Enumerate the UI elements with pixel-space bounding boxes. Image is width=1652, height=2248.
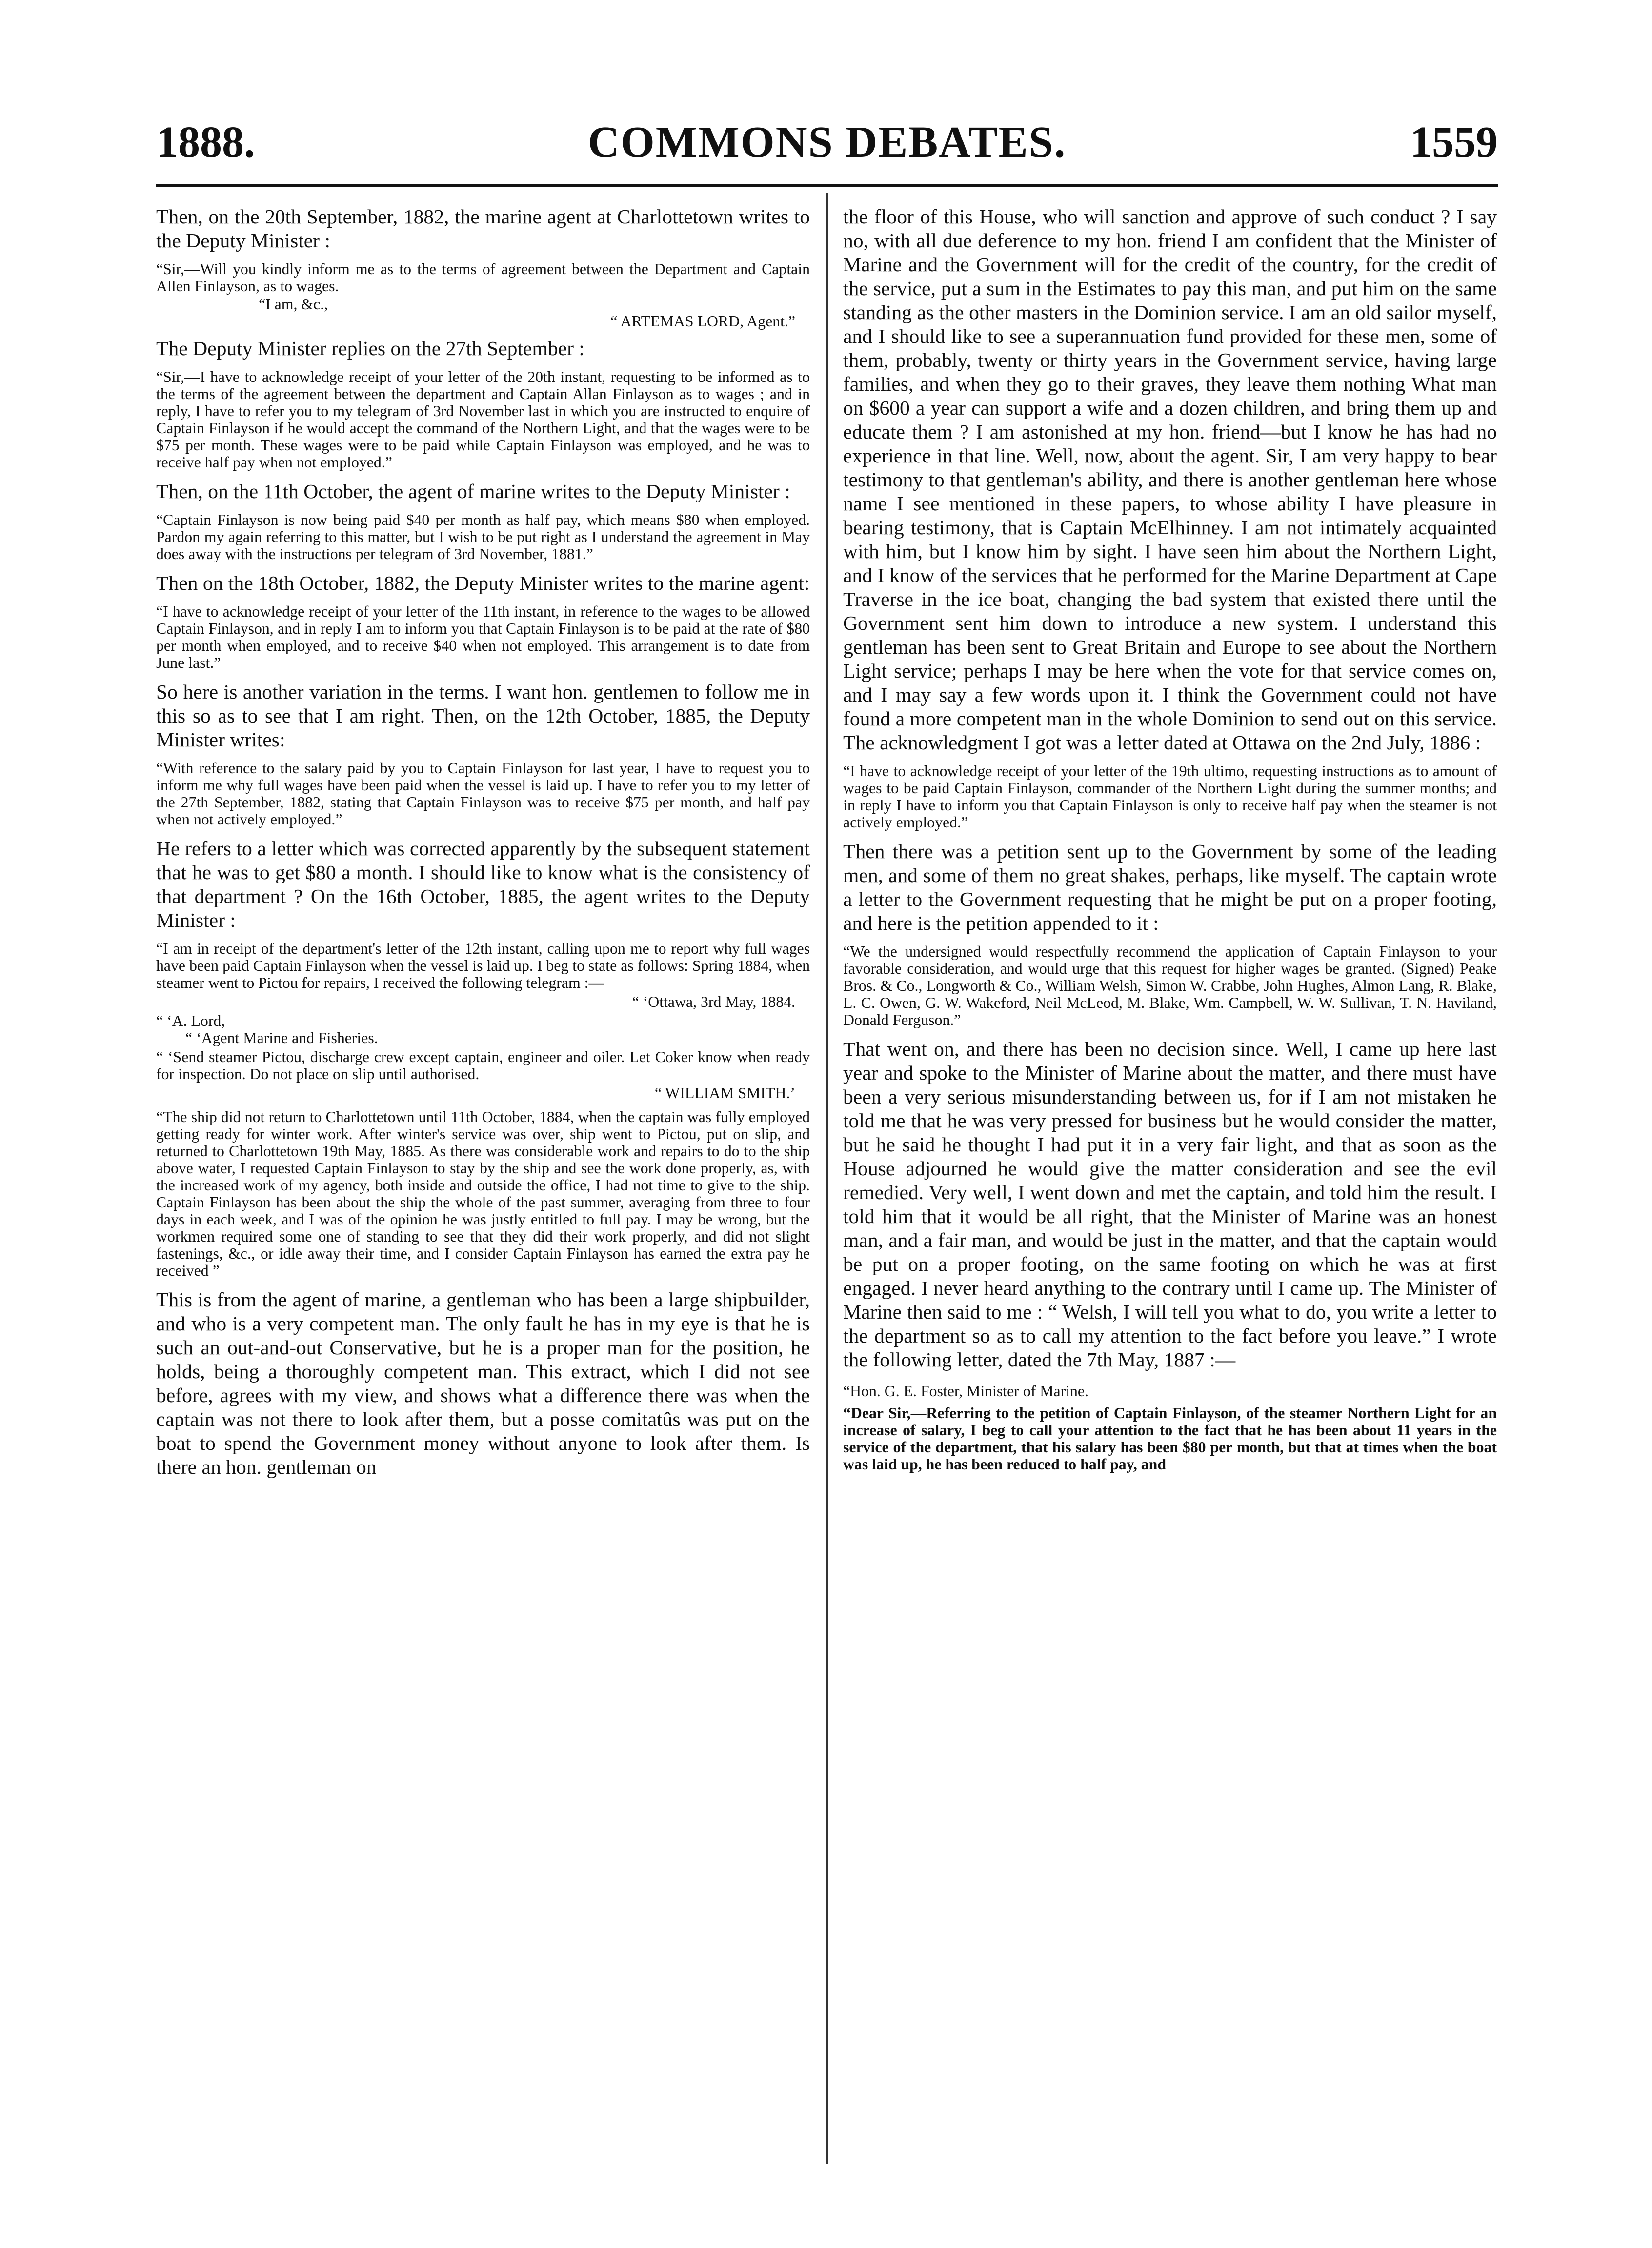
paragraph: This is from the agent of marine, a gentleman who has been a large shipbuilder, and who is a very competent man. The only fault he has in my eye is that he is such an out-and-out Conservative, but he is a proper man for the position, he holds, being a thoroughly competent man. This extract, which I did not see before, agrees with my view, and shows what a difference there was when the captain was not there to look after them, but a posse comitatûs was put on the boat to spend the Government money without anyone to look after them. Is there an hon. gentleman on	[156, 1288, 810, 1478]
paragraph: The Deputy Minister replies on the 27th September :	[156, 337, 584, 360]
header-rule	[156, 184, 1498, 187]
telegram-addressee-title: “ ‘Agent Marine and Fisheries.	[185, 1029, 378, 1046]
quoted-letter: “The ship did not return to Charlottetown until 11th October, 1884, when the captain was fully employed getting ready for winter work. After winter's service was over, ship went to Pictou, put on slip, and returned to Charlottetown 19th May, 1885. As there was considerable work and repairs to do to the ship above water, I requested Captain Finlayson to stay by the ship and see the work done properly, as, with the increased work of my agency, both inside and outside the office, I had not time to give to the ship. Captain Finlayson has been about the ship the whole of the past summer, averaging from three to four days in each week, and I was of the opinion he was justly entitled to full pay. I may be wrong, but the workmen required some one of standing to see that they did their work properly, and did not slight fastenings, &c., or idle away their time, and I consider Captain Finlayson has earned the extra pay he received ”	[156, 1108, 810, 1279]
quoted-letter: “Dear Sir,—Referring to the petition of Captain Finlayson, of the steamer Northern Light for an increase of salary, I beg to call your attention to the fact that he has been about 11 years in the service of the department, that his salary has been $80 per month, but that at times when the boat was laid up, he has been reduced to half pay, and	[843, 1405, 1497, 1473]
quoted-letter: “Sir,—Will you kindly inform me as to the terms of agreement between the Department and Captain Allen Finlayson, as to wages.	[156, 261, 810, 295]
paragraph: So here is another variation in the terms. I want hon. gentlemen to follow me in this so as to see that I am right. Then, on the 12th October, 1885, the Deputy Minister writes:	[156, 681, 810, 751]
header-page-number: 1559	[1410, 118, 1498, 166]
letter-signature: “ ARTEMAS LORD, Agent.”	[610, 313, 795, 330]
quoted-letter: “I am in receipt of the department's letter of the 12th instant, calling upon me to report why full wages have been paid Captain Finlayson when the vessel is laid up. I beg to state as follows: Spring 1884, when steamer went to Pictou for repairs, I received the following telegram :—	[156, 940, 810, 991]
paragraph: He refers to a letter which was corrected apparently by the subsequent statement that he was to get $80 a month. I should like to know what is the consistency of that department ? On the 16th October, 1885, the agent writes to the Deputy Minister :	[156, 837, 810, 931]
paragraph: Then on the 18th October, 1882, the Deputy Minister writes to the marine agent:	[156, 572, 810, 594]
column-divider	[826, 193, 828, 2164]
quoted-letter: “With reference to the salary paid by you to Captain Finlayson for last year, I have to request you to inform me why full wages have been paid when the vessel is laid up. I have to refer you to my letter of the 27th September, 1882, stating that Captain Finlayson was to receive $75 per month, and half pay when not actively employed.”	[156, 760, 810, 828]
letter-closing: “I am, &c.,	[259, 296, 328, 313]
paragraph: Then, on the 20th September, 1882, the marine agent at Charlottetown writes to the Deputy Minister :	[156, 205, 810, 252]
telegram-place-date: “ ‘Ottawa, 3rd May, 1884.	[632, 993, 795, 1010]
letter-address: “Hon. G. E. Foster, Minister of Marine.	[843, 1383, 1088, 1400]
telegram-signature: “ WILLIAM SMITH.’	[654, 1084, 795, 1102]
paragraph: That went on, and there has been no decision since. Well, I came up here last year and spoke to the Minister of Marine about the matter, and there must have been a very serious misunderstanding between us, for if I am not mistaken he told me that he was very pressed for business but he would consider the matter, but he said he thought I had put it in a very fair light, and that as soon as the House adjourned he would give the matter consideration and see the evil remedied. Very well, I went down and met the captain, and told him the result. I told him that it would be all right, that the Minister of Marine was an honest man, and a fair man, and would be just in the matter, and that the captain would be put on a proper footing, on the same footing on which he was at first engaged. I never heard anything to the contrary until I came up. The Minister of Marine then said to me : “ Welsh, I will tell you what to do, you write a letter to the department so as to call my attention to the fact before you leave.” I wrote the following letter, dated the 7th May, 1887 :—	[843, 1038, 1497, 1371]
paragraph: the floor of this House, who will sanction and approve of such conduct ? I say no, with all due deference to my hon. friend I am confident that the Minister of Marine and the Government will for the credit of the country, for the credit of the service, put a sum in the Estimates to pay this man, and put him on the same standing as the other masters in the Dominion service. I am an old sailor myself, and I should like to see a superannuation fund provided for these men, some of them, probably, twenty or thirty years in the Government service, having large families, and when they go to their graves, they leave them nothing What man on $600 a year can support a wife and a dozen children, and bring them up and educate them ? I am astonished at my hon. friend—but I know he has had no experience in that line. Well, now, about the agent. Sir, I am very happy to bear testimony to that gentleman's ability, and there is another gentleman here whose name I see mentioned in these papers, to whose ability I have pleasure in bearing testimony, that is Captain McElhinney. I am not intimately acquainted with him, but I know him by sight. I have seen him about the Northern Light, and I know of the services that he performed for the Marine Department at Cape Traverse in the ice boat, changing the bad system that existed there until the Government sent him down to introduce a new system. I understand this gentleman has been sent to Great Britain and Europe to see about the Northern Light service; perhaps I may be here when the vote for that service comes on, and I may say a few words upon it. I think the Government could not have found a more competent man in the whole Dominion to send out on this service. The acknowledgment I got was a letter dated at Ottawa on the 2nd July, 1886 :	[843, 205, 1497, 754]
telegram-message: “ ‘Send steamer Pictou, discharge crew except captain, engineer and oiler. Let Coker know when ready for inspection. Do not place on slip until authorised.	[156, 1048, 810, 1083]
quoted-letter: “Sir,—I have to acknowledge receipt of your letter of the 20th instant, requesting to be informed as to the terms of the agreement between the department and Captain Allan Finlayson as to wages ; and in reply, I have to refer you to my telegram of 3rd November last in which you are instructed to enquire of Captain Finlayson if he would accept the command of the Northern Light, and that the wages were to be $75 per month. These wages were to be paid while Captain Finlayson was employed, and he was to receive half pay when not employed.”	[156, 368, 810, 471]
quoted-letter: “I have to acknowledge receipt of your letter of the 19th ultimo, requesting instructions as to amount of wages to be paid Captain Finlayson, commander of the Northern Light during the summer months; and in reply I have to inform you that Captain Finlayson is only to receive half pay when the steamer is not actively employed.”	[843, 763, 1497, 831]
quoted-letter: “I have to acknowledge receipt of your letter of the 11th instant, in reference to the wages to be allowed Captain Finlayson, and in reply I am to inform you that Captain Finlayson is to be paid at the rate of $80 per month when employed, and to receive $40 when not employed. This arrangement is to date from June last.”	[156, 603, 810, 671]
header-title: COMMONS DEBATES.	[587, 118, 1067, 166]
page-header	[156, 117, 1498, 181]
paragraph: Then, on the 11th October, the agent of marine writes to the Deputy Minister :	[156, 480, 790, 502]
right-column	[843, 205, 1497, 1482]
left-column	[156, 205, 810, 1479]
header-year: 1888.	[156, 118, 255, 166]
paragraph: Then there was a petition sent up to the Government by some of the leading men, and some of them no great shakes, perhaps, like myself. The captain wrote a letter to the Government requesting that he might be put on a proper footing, and here is the petition appended to it :	[843, 840, 1497, 934]
quoted-letter: “Captain Finlayson is now being paid $40 per month as half pay, which means $80 when employed. Pardon my again referring to this matter, but I wish to be put right as I understand the agreement in May does away with the instructions per telegram of 3rd November, 1881.”	[156, 511, 810, 562]
telegram-addressee: “ ‘A. Lord,	[156, 1012, 225, 1029]
quoted-petition: “We the undersigned would respectfully recommend the application of Captain Finlayson to your favorable consideration, and would urge that this request for higher wages be granted. (Signed) Peake Bros. & Co., Longworth & Co., William Welsh, Simon W. Crabbe, John Hughes, Almon Lang, R. Blake, L. C. Owen, G. W. Wakeford, Neil McLeod, M. Blake, Wm. Campbell, W. W. Sullivan, T. N. Haviland, Donald Ferguson.”	[843, 943, 1497, 1028]
